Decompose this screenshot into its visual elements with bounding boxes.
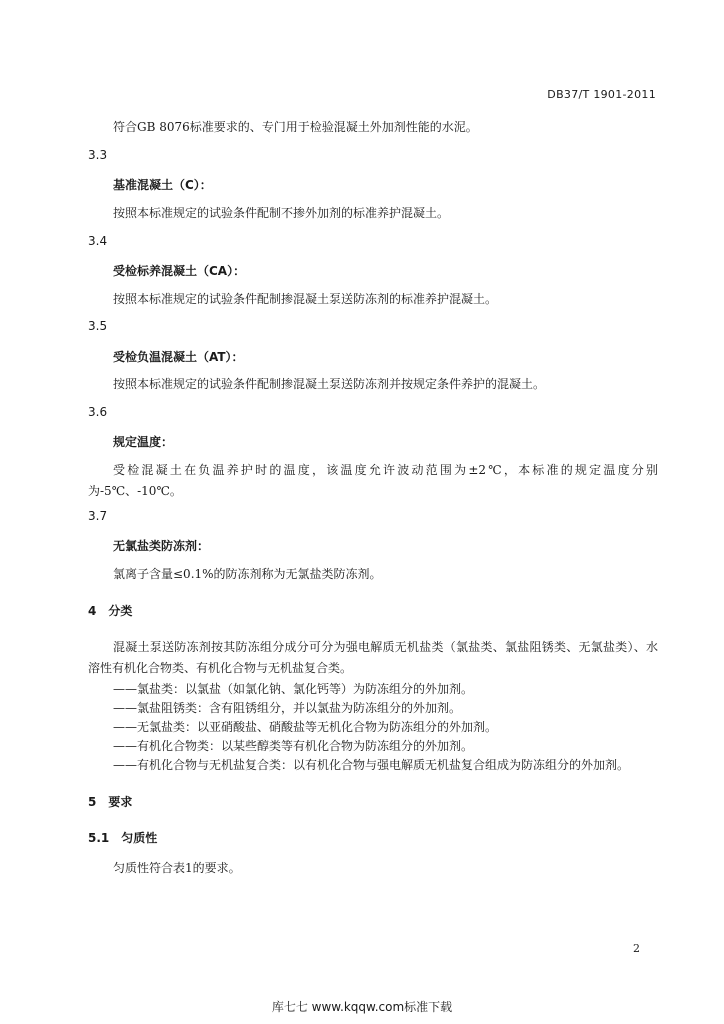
footer-watermark: 库七七 www.kqqw.com标准下载 <box>271 1000 453 1014</box>
clause-term-3-5: 受检负温混凝土（AT）： <box>113 350 244 364</box>
page-number: 2 <box>633 942 640 955</box>
clause-definition-3-7: 氯离子含量≤0.1%的防冻剂称为无氯盐类防冻剂。 <box>113 567 382 581</box>
clause-term-3-7: 无氯盐类防冻剂： <box>113 539 210 553</box>
document-code-header: DB37/T 1901-2011 <box>547 88 656 101</box>
clause-term-3-4: 受检标养混凝土（CA）： <box>113 264 246 278</box>
classification-item: ——氯盐阻锈类：含有阻锈组分，并以氯盐为防冻组分的外加剂。 <box>113 701 462 715</box>
classification-item: ——氯盐类：以氯盐（如氯化钠、氯化钙等）为防冻组分的外加剂。 <box>113 682 474 696</box>
classification-item: ——有机化合物与无机盐复合类：以有机化合物与强电解质无机盐复合组成为防冻组分的外加剂。 <box>113 758 630 772</box>
classification-item: ——有机化合物类：以某些醇类等有机化合物为防冻组分的外加剂。 <box>113 739 474 753</box>
uniformity-requirement-text: 匀质性符合表1的要求。 <box>113 861 241 875</box>
clause-number-3-6: 3.6 <box>88 405 108 419</box>
section-heading-4: 4 分类 <box>88 604 133 618</box>
clause-term-3-3: 基准混凝土（C）： <box>113 178 212 192</box>
clause-definition-3-5: 按照本标准规定的试验条件配制掺混凝土泵送防冻剂并按规定条件养护的混凝土。 <box>113 377 546 391</box>
clause-number-3-5: 3.5 <box>88 319 108 333</box>
section-4-intro: 混凝土泵送防冻剂按其防冻组分成分可分为强电解质无机盐类（氯盐类、氯盐阻锈类、无氯盐类）、水溶性有机化合物类、有机化合物与无机盐复合类。 <box>88 640 658 675</box>
clause-definition-3-6: 受检混凝土在负温养护时的温度，该温度允许波动范围为±2℃，本标准的规定温度分别为-5℃、-10℃。 <box>88 463 658 498</box>
clause-definition-3-4: 按照本标准规定的试验条件配制掺混凝土泵送防冻剂的标准养护混凝土。 <box>113 292 498 306</box>
classification-item: ——无氯盐类：以亚硝酸盐、硝酸盐等无机化合物为防冻组分的外加剂。 <box>113 720 498 734</box>
clause-definition-3-3: 按照本标准规定的试验条件配制不掺外加剂的标准养护混凝土。 <box>113 206 450 220</box>
clause-number-3-7: 3.7 <box>88 509 108 523</box>
subsection-heading-5-1: 5.1 匀质性 <box>88 831 158 845</box>
section-heading-5: 5 要求 <box>88 795 133 809</box>
clause-number-3-3: 3.3 <box>88 148 108 162</box>
continuation-paragraph: 符合GB 8076标准要求的、专门用于检验混凝土外加剂性能的水泥。 <box>113 120 478 134</box>
clause-number-3-4: 3.4 <box>88 234 108 248</box>
clause-term-3-6: 规定温度： <box>113 435 174 449</box>
